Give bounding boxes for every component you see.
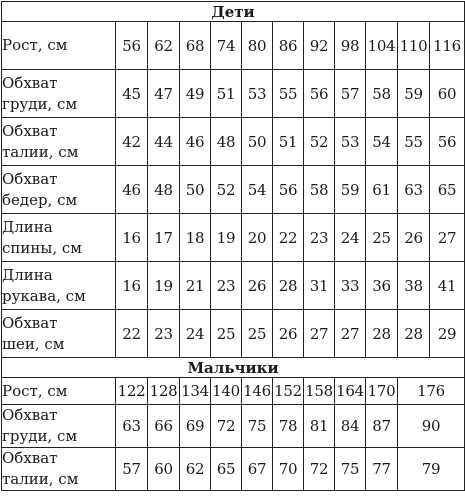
table-cell: 55 [398, 118, 430, 166]
table-cell: 22 [116, 310, 148, 358]
table-cell: 140 [211, 378, 242, 405]
table-cell: 28 [273, 262, 304, 310]
table-cell: 56 [304, 70, 335, 118]
row-label-line: груди, см [2, 94, 78, 113]
table-row [2, 22, 465, 70]
table-cell: 69 [180, 405, 211, 448]
row-label [2, 405, 116, 448]
table-cell: 84 [335, 405, 366, 448]
row-label [2, 70, 116, 118]
table-row [2, 378, 465, 405]
table-cell: 62 [148, 22, 180, 70]
table-cell: 27 [304, 310, 335, 358]
table-cell: 92 [304, 22, 335, 70]
table-cell: 134 [180, 378, 211, 405]
table-cell: 58 [304, 166, 335, 214]
table-cell: 78 [273, 405, 304, 448]
table-cell: 170 [366, 378, 398, 405]
table-cell: 28 [366, 310, 398, 358]
table-cell: 122 [116, 378, 148, 405]
table-cell: 25 [211, 310, 242, 358]
table-cell: 23 [304, 214, 335, 262]
table-cell: 51 [211, 70, 242, 118]
row-label-line: Длина [2, 217, 53, 236]
table-cell: 31 [304, 262, 335, 310]
table-cell: 158 [304, 378, 335, 405]
table-cell: 50 [180, 166, 211, 214]
table-cell: 72 [304, 448, 335, 491]
row-label [2, 22, 116, 70]
table-cell: 27 [430, 214, 465, 262]
row-label [2, 118, 116, 166]
table-cell: 51 [273, 118, 304, 166]
table-cell: 110 [398, 22, 430, 70]
size-table [1, 1, 465, 491]
table-cell: 62 [180, 448, 211, 491]
table-cell: 42 [116, 118, 148, 166]
table-cell: 63 [398, 166, 430, 214]
table-cell: 53 [335, 118, 366, 166]
table-cell: 56 [430, 118, 465, 166]
table-cell: 27 [335, 310, 366, 358]
row-label-line: груди, см [2, 427, 78, 445]
table-cell: 59 [335, 166, 366, 214]
table-row [2, 262, 465, 310]
row-label-line: Обхват [2, 169, 58, 188]
row-label [2, 262, 116, 310]
table-row [2, 166, 465, 214]
table-cell: 70 [273, 448, 304, 491]
table-cell: 16 [116, 262, 148, 310]
table-cell: 77 [366, 448, 398, 491]
table-cell: 60 [430, 70, 465, 118]
row-label-line: шеи, см [2, 334, 65, 353]
table-cell: 54 [366, 118, 398, 166]
table-cell: 59 [398, 70, 430, 118]
table-cell: 56 [273, 166, 304, 214]
table-cell: 152 [273, 378, 304, 405]
row-label-line: талии, см [2, 470, 79, 488]
table-row [2, 310, 465, 358]
row-label-line: Обхват [2, 73, 58, 92]
table-cell: 36 [366, 262, 398, 310]
table-cell: 61 [366, 166, 398, 214]
table-cell: 16 [116, 214, 148, 262]
table-cell: 87 [366, 405, 398, 448]
table-cell: 75 [242, 405, 273, 448]
table-cell: 128 [148, 378, 180, 405]
table-cell: 33 [335, 262, 366, 310]
table-cell: 65 [430, 166, 465, 214]
row-label [2, 214, 116, 262]
table-cell: 21 [180, 262, 211, 310]
table-cell: 60 [148, 448, 180, 491]
table-row [2, 70, 465, 118]
table-cell: 22 [273, 214, 304, 262]
table-cell: 25 [242, 310, 273, 358]
table-cell: 38 [398, 262, 430, 310]
table-cell: 55 [273, 70, 304, 118]
table-cell: 90 [398, 405, 465, 448]
table-cell: 24 [180, 310, 211, 358]
table-cell: 52 [304, 118, 335, 166]
table-cell: 41 [430, 262, 465, 310]
table-cell: 45 [116, 70, 148, 118]
table-cell: 50 [242, 118, 273, 166]
table-cell: 67 [242, 448, 273, 491]
row-label-line: рукава, см [2, 286, 86, 305]
row-label-line: талии, см [2, 142, 79, 161]
table-cell: 57 [116, 448, 148, 491]
row-label [2, 378, 116, 405]
table-cell: 72 [211, 405, 242, 448]
table-cell: 17 [148, 214, 180, 262]
section-title: Дети [2, 2, 465, 22]
table-row [2, 448, 465, 491]
table-cell: 104 [366, 22, 398, 70]
table-cell: 68 [180, 22, 211, 70]
table-cell: 54 [242, 166, 273, 214]
table-cell: 65 [211, 448, 242, 491]
table-cell: 116 [430, 22, 465, 70]
table-cell: 26 [273, 310, 304, 358]
section-header-row [2, 2, 465, 22]
table-cell: 52 [211, 166, 242, 214]
row-label [2, 166, 116, 214]
table-cell: 81 [304, 405, 335, 448]
table-cell: 98 [335, 22, 366, 70]
table-cell: 48 [211, 118, 242, 166]
table-cell: 29 [430, 310, 465, 358]
table-cell: 86 [273, 22, 304, 70]
row-label-line: Длина [2, 265, 53, 284]
table-cell: 164 [335, 378, 366, 405]
table-cell: 20 [242, 214, 273, 262]
table-row [2, 214, 465, 262]
table-cell: 23 [211, 262, 242, 310]
section-header-row [2, 358, 465, 378]
table-cell: 25 [366, 214, 398, 262]
row-label-line: бедер, см [2, 190, 78, 209]
row-label-line: Обхват [2, 449, 58, 467]
table-cell: 63 [116, 405, 148, 448]
table-cell: 19 [211, 214, 242, 262]
table-cell: 19 [148, 262, 180, 310]
table-cell: 46 [180, 118, 211, 166]
table-cell: 57 [335, 70, 366, 118]
table-cell: 49 [180, 70, 211, 118]
table-cell: 46 [116, 166, 148, 214]
table-cell: 24 [335, 214, 366, 262]
table-cell: 56 [116, 22, 148, 70]
table-cell: 47 [148, 70, 180, 118]
row-label-line: Обхват [2, 406, 58, 424]
table-cell: 58 [366, 70, 398, 118]
row-label [2, 448, 116, 491]
row-label-line: Рост, см [2, 381, 68, 400]
table-cell: 53 [242, 70, 273, 118]
table-cell: 48 [148, 166, 180, 214]
table-cell: 44 [148, 118, 180, 166]
table-cell: 80 [242, 22, 273, 70]
table-cell: 146 [242, 378, 273, 405]
table-cell: 66 [148, 405, 180, 448]
table-cell: 75 [335, 448, 366, 491]
table-cell: 79 [398, 448, 465, 491]
table-cell: 23 [148, 310, 180, 358]
table-cell: 18 [180, 214, 211, 262]
row-label-line: Обхват [2, 313, 58, 332]
row-label-line: Рост, см [2, 36, 68, 54]
table-row [2, 405, 465, 448]
table-cell: 26 [398, 214, 430, 262]
table-cell: 176 [398, 378, 465, 405]
table-cell: 28 [398, 310, 430, 358]
row-label-line: Обхват [2, 121, 58, 140]
section-title: Мальчики [2, 358, 465, 378]
row-label-line: спины, см [2, 238, 82, 257]
table-cell: 74 [211, 22, 242, 70]
table-cell: 26 [242, 262, 273, 310]
table-row [2, 118, 465, 166]
row-label [2, 310, 116, 358]
